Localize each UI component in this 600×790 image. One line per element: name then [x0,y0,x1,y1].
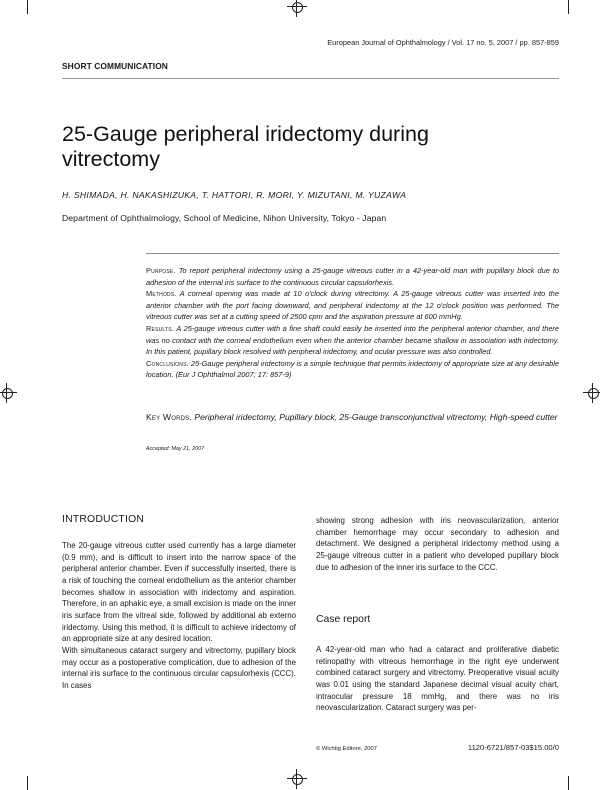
purpose-label: Purpose. [146,266,176,275]
abstract-purpose [146,265,559,288]
keywords [146,410,559,424]
case-report-heading: Case report [316,614,371,625]
registration-mark-left [0,386,14,400]
body-column-right-bottom [316,644,559,714]
crop-mark-top-right [568,0,569,14]
crop-mark-bottom-left [27,776,28,790]
results-label: Results. [146,323,175,333]
case-paragraph-1: A 42-year-old man who had a cataract and proliferative diabetic retinopathy with vitreous hemorrhage in the right eye underwent combined cataract surgery and vitrectomy. Preoperative visual acuity was 0.01 using the standard Japanese decimal visual acuity chart, intraocular pressure 18 mmHg, and there was no iris neovascularization. Cataract surgery was per- [316,645,559,713]
crop-mark-top-left [27,0,28,14]
abstract-methods [146,288,559,323]
conclusions-text: 25-Gauge peripheral iridectomy is a simple technique that permits iridectomy of appropriate size at any desirable location. (Eur J Ophthalmol 2007; 17: 857-9) [146,358,559,380]
issn-code: 1120-6721/857-03$15.00/0 [467,743,559,752]
methods-label: Methods. [146,289,177,299]
abstract-results [146,323,559,358]
intro-paragraph-1: The 20-gauge vitreous cutter used currently has a large diameter (0.9 mm), and is difficult to insert into the narrow space of the peripheral anterior chamber. Even if successfully inserted, there is a risk of touching the corneal endothelium as the anterior chamber becomes shallow in association with iridectomy and aspiration. Therefore, in an aphakic eye, a small excision is made on the inner iris surface from the vitreal side, followed by additional ab externo iridectomy. Using this method, it is difficult to achieve iridectomy of an appropriate size at any desired location. [62,541,296,644]
keywords-label: Key Words. [146,412,192,422]
body-column-left [62,540,296,692]
crop-mark-bottom-right [568,776,569,790]
journal-citation: European Journal of Ophthalmology / Vol. 17 no. 5, 2007 / pp. 857-859 [327,38,559,47]
accepted-date: Accepted: May 21, 2007 [146,446,205,452]
section-label: SHORT COMMUNICATION [62,61,168,71]
conclusions-label: Conclusions. [146,358,189,368]
copyright: © Wichtig Editore, 2007 [316,746,377,752]
article-title: 25-Gauge peripheral iridectomy during vitrectomy [62,122,429,171]
results-text: A 25-gauge vitreous cutter with a fine shaft could easily be inserted into the peripheral anterior chamber, and there was no contact with the corneal endothelium even when the anterior chamber became shallow in association with iridectomy. In this patient, pupillary block resolved with peripheral iridectomy, and ocular pressure was also controlled. [146,323,559,357]
affiliation: Department of Ophthalmology, School of Medicine, Nihon University, Tokyo - Japan [62,213,387,223]
registration-mark-right [586,386,600,400]
registration-mark-top [290,0,304,14]
intro-paragraph-2: With simultaneous cataract surgery and vitrectomy, pupillary block may occur as a postoperative complication, due to adhesion of the internal iris surface to the continuous circular capsulorhexis (CCC). In cases [62,645,296,690]
introduction-heading: INTRODUCTION [62,514,145,525]
purpose-text: To report peripheral iridectomy using a 25-gauge vitreous cutter in a 42-year-old man with pupillary block due to adhesion of the internal iris surface to the continuous circular capsulorhexis. [146,266,559,287]
keywords-text: Peripheral iridectomy, Pupillary block, 25-Gauge transconjunctival vitrectomy, High-speed cutter [191,412,558,422]
author-list: H. SHIMADA, H. NAKASHIZUKA, T. HATTORI, R. MORI, Y. MIZUTANI, M. YUZAWA [62,190,407,200]
body-column-right-top [316,515,559,573]
header-divider [62,78,559,79]
abstract-divider [146,253,559,254]
registration-mark-bottom [290,772,304,786]
abstract-conclusions [146,358,559,381]
abstract [146,265,559,381]
methods-text: A corneal opening was made at 10 o'clock during vitrectomy. A 25-gauge vitreous cutter was inserted into the anterior chamber with the port facing downward, and peripheral iridectomy at the 12 o'clock position was performed. The vitreous cutter was set at a cutting speed of 2500 cpm and the aspiration pressure at 600 mmHg. [146,289,559,322]
intro-paragraph-3: showing strong adhesion with iris neovascularization, anterior chamber hemorrhage may occur secondary to adhesion and detachment. We designed a peripheral iridectomy method using a 25-gauge vitreous cutter in a patient who developed pupillary block due to adhesion of the inner iris surface to the CCC. [316,516,559,572]
